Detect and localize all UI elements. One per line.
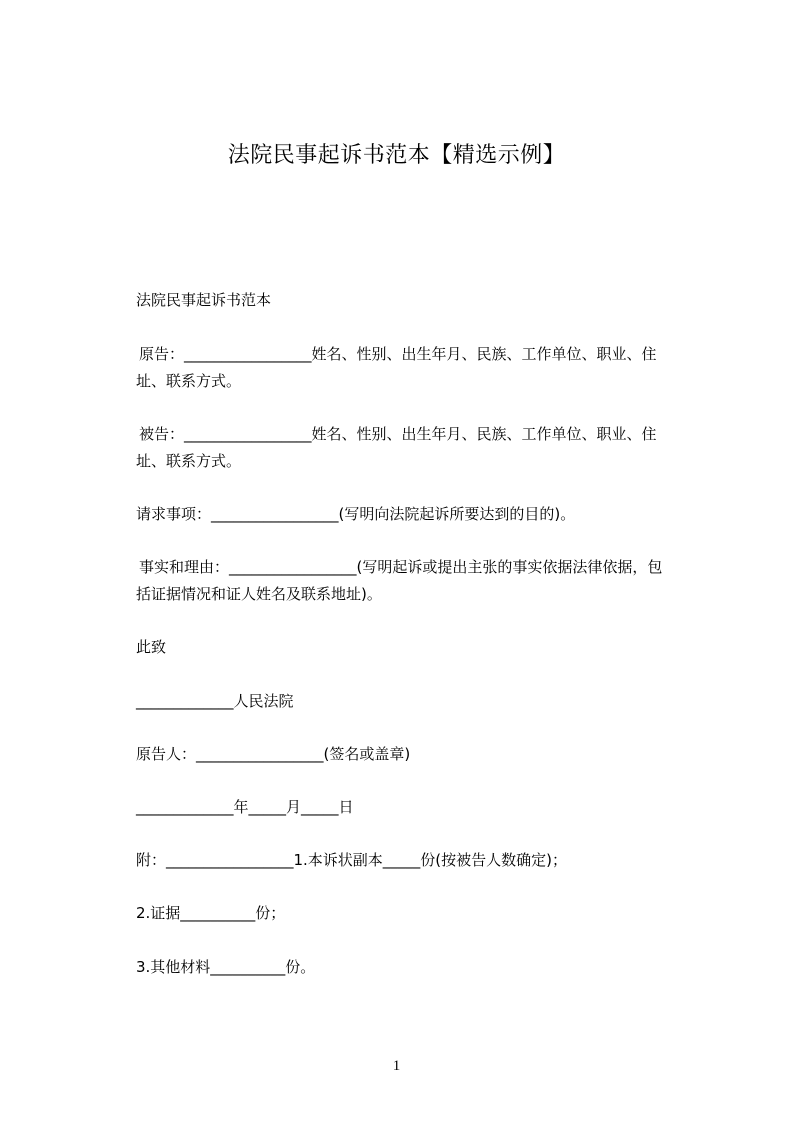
attachment-item-3: 3.其他材料__________份。 [136,958,316,976]
attachment-item-2: 2.证据__________份； [136,904,286,922]
claims-paragraph: 请求事项：_________________(写明向法院起诉所要达到的目的)。 [136,505,576,523]
court-line: _____________人民法院 [136,692,294,710]
defendant-line-2: 址、联系方式。 [136,452,242,470]
plaintiff-line-2: 址、联系方式。 [136,372,242,390]
facts-line-2: 括证据情况和证人姓名及联系地址)。 [136,585,382,603]
page-number: 1 [392,1058,401,1074]
signature-line: 原告人：_________________(签名或盖章) [136,745,411,763]
salutation: 此致 [136,638,167,656]
defendant-line-1: 被告：_________________姓名、性别、出生年月、民族、工作单位、职业、住 [139,425,657,443]
document-title: 法院民事起诉书范本【精选示例】 [227,143,566,168]
document-heading: 法院民事起诉书范本 [136,291,272,309]
date-line: _____________年_____月_____日 [136,798,354,816]
facts-line-1: 事实和理由：_________________(写明起诉或提出主张的事实依据法律依据，包 [139,558,663,576]
plaintiff-line-1: 原告：_________________姓名、性别、出生年月、民族、工作单位、职业、住 [139,345,657,363]
attachment-item-1: 附：_________________1.本诉状副本_____份(按被告人数确定)； [136,851,568,869]
